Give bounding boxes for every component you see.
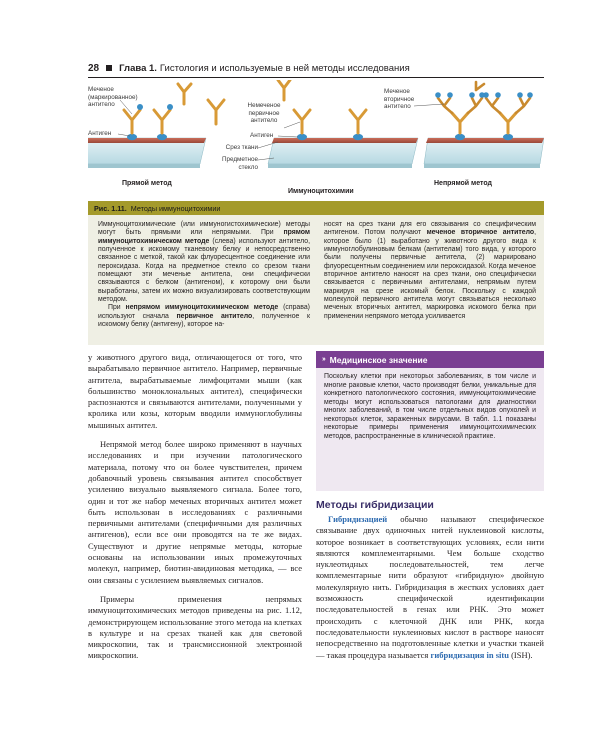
body-paragraph: Примеры применения непрямых иммуноцитохимических методов приведены на рис. 1.12, демонстрирующем использование этого метода на клетках в культуре и на срезах тканей как для световой микроскопии, так и трансмиссионной электронной микроскопии. <box>88 593 302 661</box>
caption-paragraph <box>324 221 536 321</box>
chapter-title: Гистология и используемые в ней методы исследования <box>159 62 410 74</box>
square-bullet-icon <box>106 65 112 71</box>
primary-antibody-group-2 <box>452 113 516 133</box>
caption-term: меченое вторичное антитело <box>426 229 535 237</box>
caption-term: прямом иммуноцитохимическом методе <box>98 229 310 245</box>
label-glass-slide: Предметное стекло <box>221 156 258 171</box>
figure-title: Методы иммуноцитохимии <box>130 203 221 213</box>
caption-text: (справа) используют сначала <box>98 304 310 320</box>
caption-text: , которое было (1) выработано у животного другого вида к иммуноглобулиновым белкам (антителам) того вида, у которого были получены первичные антитела, (2) маркировано флуоресцентным соединением или пероксидазой. Когда меченое вторичное антитело наносят на срез ткани, оно специфически связывается с первичными антителами, непрямым путем маркируя на срезе искомый белок. Поскольку с каждой молекулой первичного антитела могут связываться несколько меченых вторичных антител, маркировка искомого белка при применении непрямого метода усиливается <box>324 229 537 320</box>
indirect-secondary-slide <box>424 134 544 168</box>
label-antigen-center: Антиген <box>250 132 274 139</box>
indirect-method-label: Непрямой метод <box>434 180 492 187</box>
medical-box-text: Поскольку клетки при некоторых заболеваниях, в том числе и многие раковые клетки, часто производят белки, уникальные для конкретного патологического состояния, иммуноцитохимические методы могут использоваться патологами для диагностики многих заболеваний, в том числе отдельных видов опухолей и некоторых клеток, зараженных вирусами. В табл. 1.1 показаны некоторые примеры применения иммуноцитохимических методов, распространенные в клинической практике. <box>324 373 536 440</box>
label-marker <box>167 104 173 110</box>
free-antibody <box>178 84 224 124</box>
caption-term: непрямом иммуноцитохимическом методе <box>125 304 279 312</box>
medical-box-title: Медицинское значение <box>329 354 428 365</box>
body-column-right <box>316 514 544 661</box>
body-paragraph: Непрямой метод более широко применяют в научных исследованиях и при изучении патологического материала, потому что он более чувствителен, причем добавочный уровень связывания антител способствует усилению визуально выявляемого сигнала. Более того, один и тот же набор меченых вторичных антител может быть использован в исследованиях с различными первичными антителами (специфичными для различных антигенов), если все они проводятся на те же видах. Существуют и другие непрямые методы, которые основаны на использовании иных промежуточных молекул, например, биотин-авидиновая методика, — все они связаны с усилением выявляемых сигналов. <box>88 439 302 585</box>
caption-text: (слева) используют антитело, полученное к искомому тканевому белку и непосредственно связанное с меткой, такой как флуоресцентное соединение или пероксидаза. Когда на предметное стекло со срезом ткани помещают эти меченые антитела, они специфически связываются с белком (антигеном), к которому они были выработаны, затем их можно визуализировать соответствующим методом. <box>98 237 310 304</box>
label-antigen-left: Антиген <box>88 130 112 137</box>
body-text: обычно называют специфическое связывание двух одиночных нитей нуклеиновой кислоты, которое возникает в соответствующих условиях, если нити являются комплементарными. Чем больше сходство нуклеотидных последовательностей, тем легче комплементарные нити образуют «гибридную» двойную молекулярную нить. Гибридизация в жестких условиях дает возможность специфической идентификации последовательностей в генах или РНК. Это может происходить с клеточной ДНК или РНК, когда последовательности нуклеиновых кислот в растворе наносят непосредственно на подготовленные клетки и участки тканей — такая процедура называется <box>316 514 544 660</box>
labeled-antibody-group <box>124 110 170 133</box>
caption-term: первичное антитело <box>176 312 253 320</box>
group-title-label: Иммуноцитохимии <box>288 188 354 195</box>
running-header <box>88 59 544 77</box>
secondary-antibody-group <box>438 82 530 113</box>
caption-paragraph <box>98 304 310 329</box>
caption-text: Иммуноцитохимические (или иммуногистохимические) методы могут быть прямыми или непрямыми. При <box>98 221 310 237</box>
body-text: (ISH). <box>508 649 533 660</box>
caption-column-right <box>324 221 536 345</box>
label-unlabeled-primary: Немеченое первичное антитело <box>247 102 281 125</box>
figure-immunocytochemistry <box>88 80 544 200</box>
double-chevron-icon: ›› <box>322 356 325 363</box>
section-heading-hybridization: Методы гибридизации <box>316 499 434 511</box>
medical-significance-box <box>316 351 544 491</box>
secondary-markers <box>435 92 533 98</box>
figure-number: Рис. 1.11. <box>94 203 127 213</box>
caption-paragraph <box>98 221 310 304</box>
page-number: 28 <box>88 62 100 74</box>
term-ish: гибридизация in situ <box>430 649 509 660</box>
label-labeled-secondary: Меченое вторичное антитело <box>384 88 415 111</box>
body-paragraph: у животного другого вида, отличающегося от того, что вырабатывало первичное антитело. Например, первичные антитела, вырабатываемые лимфоцитами мыши (как большинство моноклональных антител), специфически распознаются и связываются антителами, полученными у кролика или козы, которым вводили иммуноглобулины мышиных антител. <box>88 352 302 430</box>
label-tissue-section: Срез ткани <box>225 144 258 151</box>
indirect-method-slide <box>268 134 418 168</box>
term-hybridization: Гибридизацией <box>328 514 388 524</box>
label-labeled-antibody: Меченое (маркированное) антитело <box>88 86 138 109</box>
caption-column-left <box>98 221 310 345</box>
medical-box-header <box>316 351 544 368</box>
caption-text: При <box>108 304 126 312</box>
caption-text: носят на срез ткани для его связывания со специфическим антигеном. Потом получают <box>324 221 536 237</box>
figure-caption-bar <box>88 201 544 215</box>
body-paragraph <box>316 514 544 661</box>
body-column-left <box>88 352 302 662</box>
direct-method-slide <box>88 134 206 168</box>
header-rule <box>88 77 544 78</box>
chapter-label: Глава 1. <box>119 62 157 74</box>
caption-text: , полученное к искомому белку (антигену), которое на- <box>98 312 310 329</box>
direct-method-label: Прямой метод <box>122 180 172 187</box>
figure-caption-box <box>88 215 544 345</box>
